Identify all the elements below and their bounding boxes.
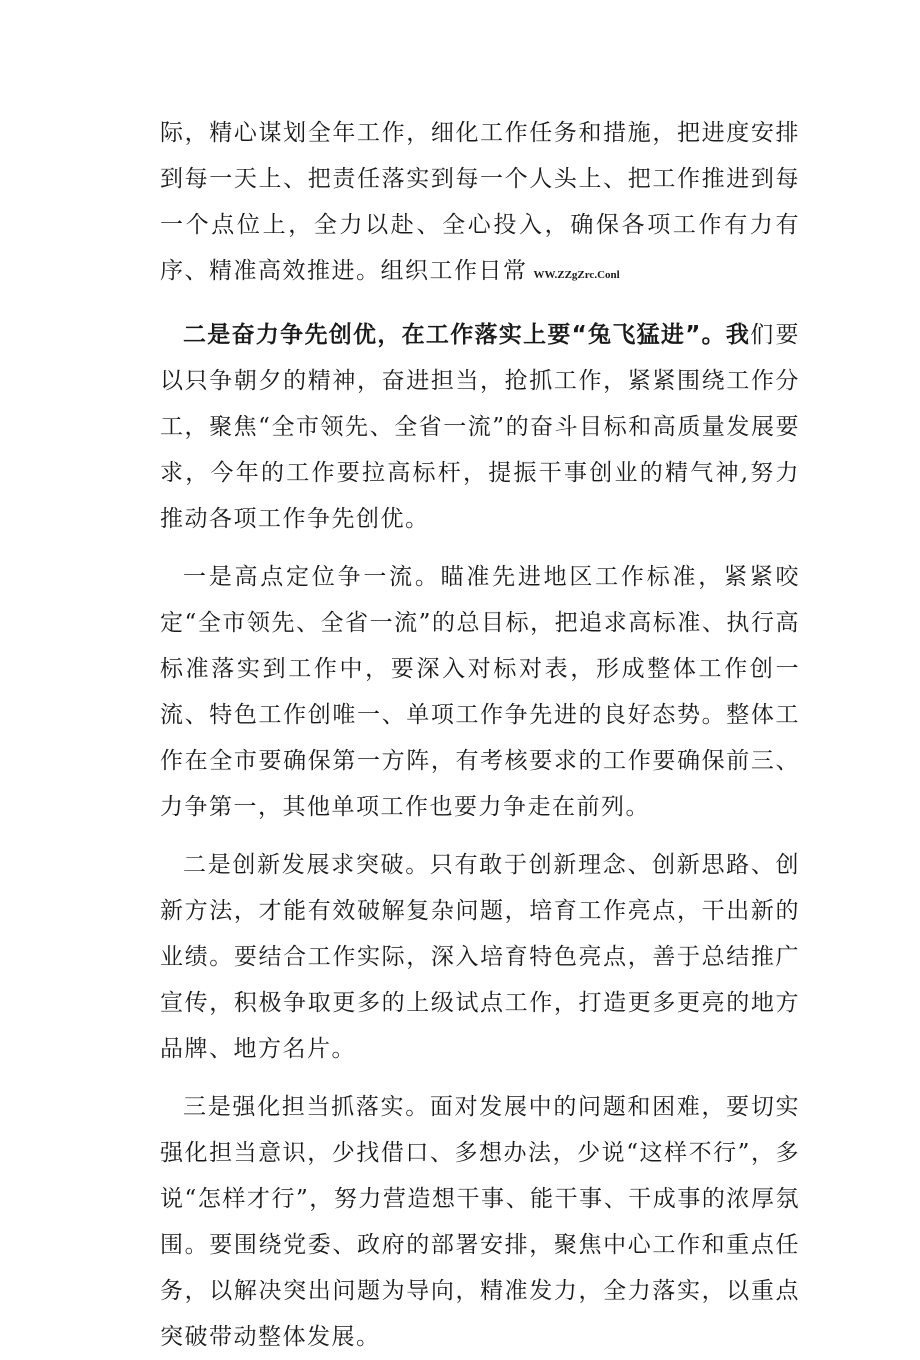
watermark-text: WW.ZZgZrc.Conl (533, 269, 620, 281)
paragraph-text: 们要以只争朝夕的精神，奋进担当，抢抓工作，紧紧围绕工作分工，聚焦“全市领先、全省一流”的奋斗目标和高质量发展要求，今年的工作要拉高标杆，提振干事创业的精气神,努力推动各项工作争先创优。 (160, 322, 801, 532)
paragraph-continuation (160, 110, 800, 298)
paragraph-point-two (160, 842, 800, 1072)
paragraph-text: 际，精心谋划全年工作，细化工作任务和措施，把进度安排到每一天上、把责任落实到每一个人头上、把工作推进到每一个点位上，全力以赴、全心投入，确保各项工作有力有序、精准高效推进。组织工作日常 (160, 120, 800, 284)
paragraph-point-three (160, 1084, 800, 1360)
paragraph-point-one (160, 554, 800, 830)
paragraph-section-heading (160, 312, 800, 542)
section-heading: 二是奋力争先创优，在工作落实上要“兔飞猛进”。我 (183, 322, 751, 348)
paragraph-text: 二是创新发展求突破。只有敢于创新理念、创新思路、创新方法，才能有效破解复杂问题，培育工作亮点，干出新的业绩。要结合工作实际，深入培育特色亮点，善于总结推广宣传，积极争取更多的上级试点工作，打造更多更亮的地方品牌、地方名片。 (160, 852, 800, 1062)
paragraph-text: 一是高点定位争一流。瞄准先进地区工作标准，紧紧咬定“全市领先、全省一流”的总目标，把追求高标准、执行高标准落实到工作中，要深入对标对表，形成整体工作创一流、特色工作创唯一、单项工作争先进的良好态势。整体工作在全市要确保第一方阵，有考核要求的工作要确保前三、力争第一，其他单项工作也要力争走在前列。 (160, 564, 800, 820)
document-body (160, 110, 800, 1360)
paragraph-text: 三是强化担当抓落实。面对发展中的问题和困难，要切实强化担当意识，少找借口、多想办法，少说“这样不行”，多说“怎样才行”，努力营造想干事、能干事、干成事的浓厚氛围。要围绕党委、政府的部署安排，聚焦中心工作和重点任务，以解决突出问题为导向，精准发力，全力落实，以重点突破带动整体发展。 (160, 1094, 800, 1350)
